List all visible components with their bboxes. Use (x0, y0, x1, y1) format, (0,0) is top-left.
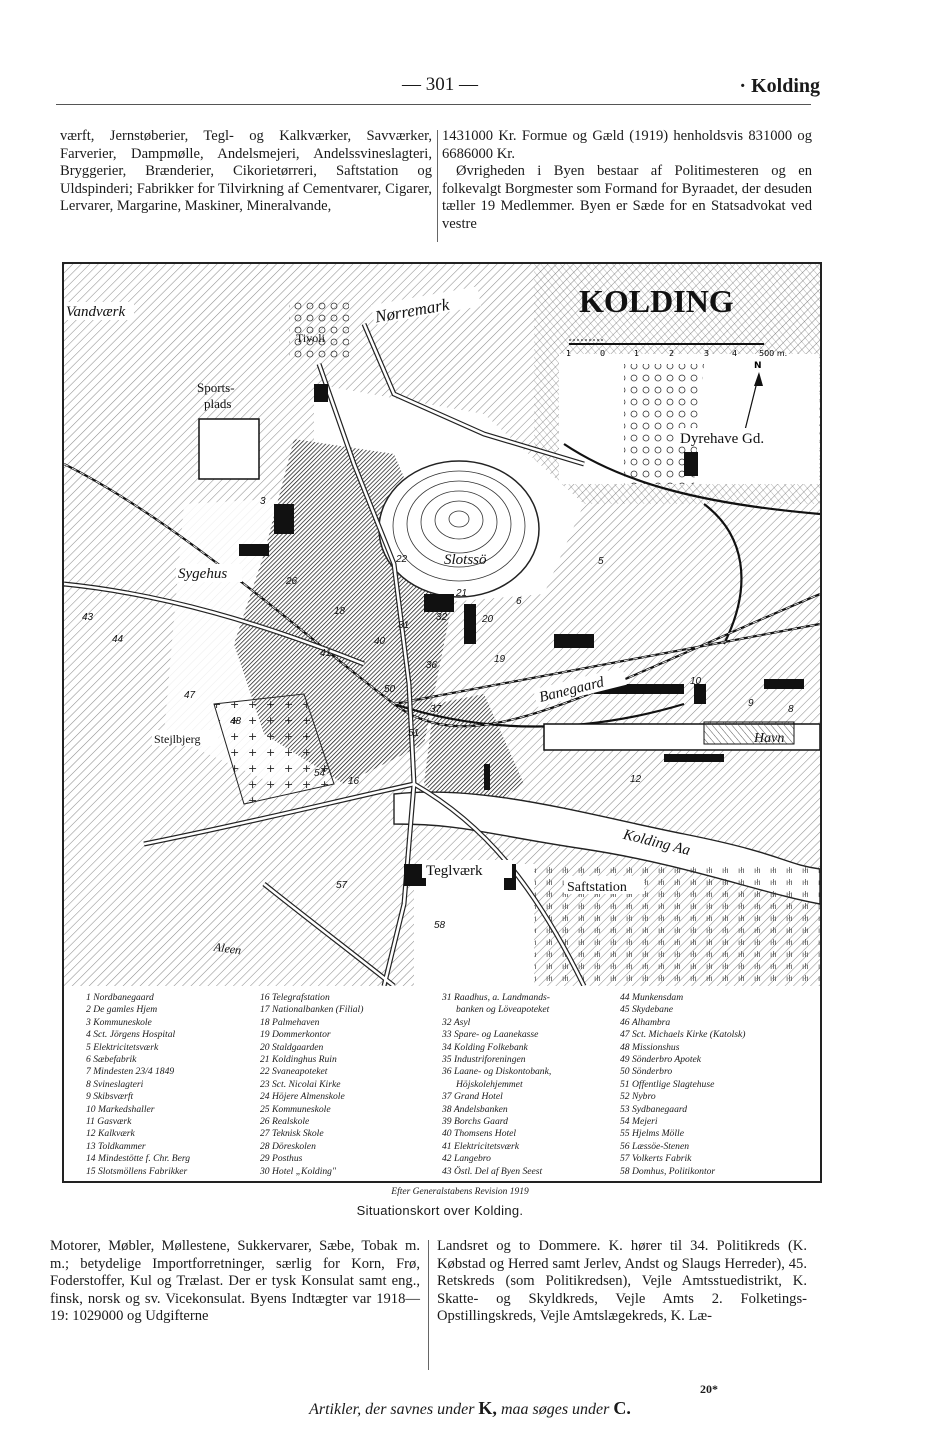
map-legend (62, 986, 822, 1183)
legend-item: 24 Höjere Almenskole (260, 1091, 345, 1103)
legend-item: 18 Palmehaven (260, 1016, 320, 1028)
legend-item: 48 Missionshus (620, 1041, 680, 1053)
map-number: 20 (482, 614, 494, 625)
legend-item: 30 Hotel „Kolding" (260, 1165, 336, 1177)
legend-item: 53 Sydbanegaard (620, 1103, 688, 1115)
label-havn: Havn (754, 731, 785, 746)
legend-column-2 (260, 992, 363, 1178)
legend-item: 2 De gamles Hjem (86, 1004, 158, 1016)
legend-item: 34 Kolding Folkebank (442, 1041, 528, 1053)
running-title: · Kolding (739, 75, 820, 97)
map-number: 9 (748, 698, 754, 709)
legend-item: 39 Borchs Gaard (442, 1116, 508, 1128)
legend-item: 3 Kommuneskole (86, 1016, 152, 1028)
legend-item: 33 Spare- og Laanekasse (442, 1029, 539, 1041)
header-rule (56, 104, 811, 105)
bottom-right-column (437, 1238, 807, 1326)
map-number: 16 (348, 776, 360, 787)
legend-item: 52 Nybro (620, 1091, 656, 1103)
legend-item: 12 Kalkværk (86, 1128, 135, 1140)
map-number: 58 (434, 920, 446, 931)
label-sygehus: Sygehus (178, 566, 228, 582)
legend-item: 7 Mindesten 23/4 1849 (86, 1066, 175, 1078)
bottom-left-paragraph: Motorer, Møbler, Møllestene, Sukkervarer, Sæbe, Tobak m. m.; betydelige Importforretninger, særlig for Korn, Frø, Foderstoffer, Kul og Trælast. Der er tysk Konsulat samt eng., finsk, norsk og sv. Vicekonsulat. Byens Indtægter var 1918—19: 1029000 og Udgifterne (50, 1238, 420, 1325)
label-saftstation: Saftstation (567, 880, 627, 895)
legend-item: 25 Kommuneskole (260, 1103, 331, 1115)
column-divider-bottom (428, 1240, 429, 1370)
legend-item: 4 Sct. Jörgens Hospital (86, 1029, 176, 1041)
label-slotsso: Slotssö (444, 552, 487, 568)
legend-item: 45 Skydebane (620, 1004, 674, 1016)
legend-item: 9 Skibsværft (86, 1091, 134, 1103)
page-number: — 301 — (402, 74, 478, 95)
legend-item: 21 Koldinghus Ruin (260, 1054, 337, 1066)
label-kolding-aa: Kolding Aa (621, 826, 692, 859)
map-number: 37 (430, 704, 442, 715)
legend-item: 11 Gasværk (86, 1116, 132, 1128)
map-number: 40 (374, 636, 386, 647)
legend-item: 27 Teknisk Skole (260, 1128, 324, 1140)
legend-item: Höjskolehjemmet (456, 1078, 523, 1090)
sportsplads-field (199, 419, 259, 479)
top-left-paragraph: værft, Jernstøberier, Tegl- og Kalkværker, Savværker, Farverier, Dampmølle, Andelsmejeri, Andelssvineslagteri, Bryggerier, Brænderier, Cikorietørreri, Saftstation og Uldspinderi; Fabrikker for Tilvirkning af Cementvarer, Cigarer, Lervarer, Margarine, Maskiner, Mineralvande, (60, 128, 432, 215)
legend-item: 57 Volkerts Fabrik (620, 1153, 692, 1165)
legend-item: 36 Laane- og Diskontobank, (442, 1066, 552, 1078)
map-number: 18 (334, 606, 346, 617)
column-divider-top (437, 130, 438, 242)
legend-item: 31 Raadhus, a. Landmands- (442, 992, 550, 1003)
map-number: 12 (630, 774, 642, 785)
north-label: N (754, 361, 762, 371)
slotsso-lake (379, 461, 539, 597)
label-vandvaerk: Vandværk (66, 304, 126, 320)
map-number: 26 (286, 576, 298, 587)
footer-note-prefix: Artikler, der savnes under (309, 1401, 475, 1418)
legend-item: 42 Langebro (442, 1153, 491, 1165)
scale-label: 1 (634, 349, 640, 358)
legend-item: 28 Döreskolen (260, 1140, 316, 1152)
map-number: 44 (112, 634, 124, 645)
top-right-paragraph-1: 1431000 Kr. Formue og Gæld (1919) henholdsvis 831000 og 6686000 Kr. (442, 128, 812, 162)
label-sportsplads-1: Sports- (197, 380, 235, 395)
sheet-signature: 20* (700, 1382, 718, 1396)
legend-item: 6 Sæbefabrik (86, 1054, 137, 1066)
map-number: 57 (336, 880, 348, 891)
scale-label: 4 (732, 349, 738, 358)
label-teglvaerk: Teglværk (426, 863, 483, 879)
map-number: 54 (314, 768, 326, 779)
legend-item: 32 Asyl (442, 1016, 471, 1028)
marsh-area (514, 864, 820, 986)
top-left-column (60, 128, 432, 216)
map-number: 5 (598, 556, 604, 567)
scale-label: 3 (704, 349, 710, 358)
map-number: 8 (788, 704, 794, 715)
legend-item: 37 Grand Hotel (442, 1091, 503, 1103)
top-right-paragraph-2: Øvrigheden i Byen bestaar af Politimesteren og en folkevalgt Borgmester som Formand for Byraadet, der desuden tæller 19 Medlemmer. Byen er Sæde for en Statsadvokat ved vestre (442, 163, 812, 232)
legend-item: 50 Sönderbro (620, 1066, 673, 1078)
map-number: 41 (320, 648, 332, 659)
legend-column-1 (86, 992, 190, 1178)
map-drawing (64, 264, 820, 986)
map-number: 3 (260, 496, 266, 507)
footer-note-middle: maa søges under (500, 1401, 610, 1418)
legend-item: 40 Thomsens Hotel (442, 1128, 517, 1140)
map-number: 51 (408, 728, 420, 739)
legend-item: 22 Svaneapoteket (260, 1066, 328, 1078)
legend-item: 5 Elektricitetsværk (86, 1041, 159, 1053)
legend-item: 13 Toldkammer (86, 1140, 146, 1152)
legend-item: 35 Industriforeningen (442, 1054, 526, 1066)
map-number: 32 (436, 612, 448, 623)
map-number: 31 (398, 620, 410, 631)
legend-item: 38 Andelsbanken (442, 1103, 508, 1115)
map-number: 47 (184, 690, 196, 701)
legend-item: 47 Sct. Michaels Kirke (Katolsk) (620, 1029, 746, 1041)
label-norremark: Nørremark (373, 294, 451, 327)
map-number: 10 (690, 676, 702, 687)
footer-note-c: C. (613, 1398, 631, 1418)
map-caption: Situationskort over Kolding. (356, 1203, 524, 1218)
scale-label: 1 (566, 349, 572, 358)
label-stejlbjerg: Stejlbjerg (154, 732, 201, 746)
legend-item: 19 Dommerkontor (260, 1029, 331, 1041)
legend-item: 23 Sct. Nicolai Kirke (260, 1078, 341, 1090)
legend-item: 1 Nordbanegaard (86, 992, 154, 1003)
map-number: 43 (82, 612, 94, 623)
legend-item: 44 Munkensdam (620, 992, 684, 1003)
map-number: 19 (494, 654, 506, 665)
legend-item: 56 Læssöe-Stenen (620, 1140, 690, 1152)
map-number: 48 (230, 716, 242, 727)
bottom-right-paragraph: Landsret og to Dommere. K. hører til 34. Politikreds (K. Købstad og Herred samt Jerlev, Andst og Slaugs Herreder), 45. Retskreds (som Politikredsen), Vejle Amtsstuedistrikt, K. Skatte- og Skyldkreds, Vejle Amts 2. Folketings-Opstillingskreds, Vejle Amtslægekreds, K. Læ- (437, 1238, 807, 1325)
legend-item: 26 Realskole (260, 1116, 310, 1128)
map-number: 22 (396, 554, 408, 565)
scale-label: 2 (669, 349, 675, 358)
map-source-note: Efter Generalstabens Revision 1919 (391, 1187, 529, 1197)
legend-item: 41 Elektricitetsværk (442, 1140, 519, 1152)
legend-item: 49 Sönderbro Apotek (620, 1054, 702, 1066)
scale-label: 500 m. (759, 349, 788, 358)
footer-note-k: K, (478, 1398, 497, 1418)
legend-item: 8 Svineslagteri (86, 1078, 144, 1090)
legend-item: 54 Mejeri (620, 1116, 658, 1128)
map-number: 6 (516, 596, 522, 607)
map-number: 21 (456, 588, 468, 599)
legend-item: 15 Slotsmöllens Fabrikker (86, 1165, 188, 1177)
map-number: 50 (384, 684, 396, 695)
label-aleen: Aleen (213, 939, 243, 958)
footer-note (180, 1398, 760, 1419)
legend-item: 43 Östl. Del af Byen Seest (442, 1165, 543, 1177)
label-banegaard: Banegaard (537, 674, 606, 706)
legend-item: 51 Offentlige Slagtehuse (620, 1078, 715, 1090)
city-map (62, 262, 822, 988)
legend-column-4 (620, 992, 746, 1178)
label-tivoli: Tivoli (296, 331, 325, 345)
map-title: KOLDING (579, 283, 734, 319)
legend-item: 16 Telegrafstation (260, 992, 330, 1003)
legend-item: banken og Löveapoteket (456, 1004, 550, 1016)
top-right-column (442, 128, 812, 234)
map-number: 36 (426, 660, 438, 671)
legend-item: 55 Hjelms Mölle (620, 1128, 684, 1140)
bottom-left-column (50, 1238, 420, 1326)
legend-item: 14 Mindestötte f. Chr. Berg (86, 1153, 191, 1165)
legend-item: 20 Staldgaarden (260, 1041, 324, 1053)
legend-item: 58 Domhus, Politikontor (620, 1165, 716, 1177)
legend-item: 29 Posthus (260, 1153, 303, 1165)
legend-column-3 (442, 992, 551, 1178)
legend-item: 46 Alhambra (620, 1016, 671, 1028)
label-sportsplads-2: plads (204, 396, 232, 411)
scale-label: 0 (600, 349, 606, 358)
legend-item: 17 Nationalbanken (Filial) (260, 1004, 364, 1016)
label-dyrehave: Dyrehave Gd. (680, 431, 765, 447)
legend-item: 10 Markedshaller (86, 1103, 155, 1115)
